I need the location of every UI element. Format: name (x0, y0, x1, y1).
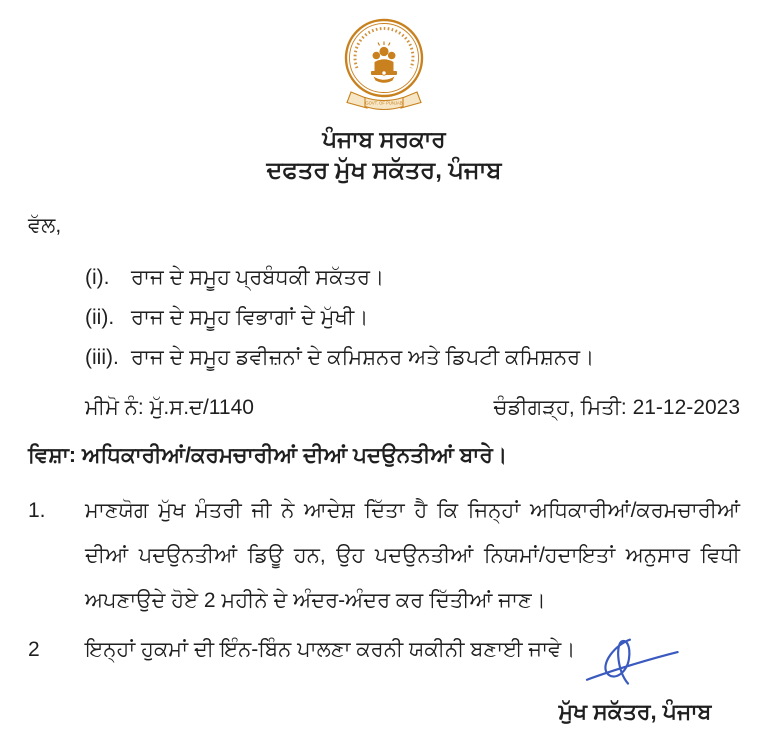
recipient-text: ਰਾਜ ਦੇ ਸਮੂਹ ਡਵੀਜ਼ਨਾਂ ਦੇ ਕਮਿਸ਼ਨਰ ਅਤੇ ਡਿਪਟੀ ਕਮਿਸ਼ਨਰ। (131, 346, 595, 369)
paragraph-text: ਇਨ੍ਹਾਂ ਹੁਕਮਾਂ ਦੀ ਇੰਨ-ਬਿੰਨ ਪਾਲਣਾ ਕਰਨੀ ਯਕੀਨੀ ਬਣਾਈ ਜਾਵੇ। (85, 638, 576, 661)
paragraph-number: 1. (28, 499, 46, 522)
recipient-number: (iii). (85, 346, 119, 369)
punjab-government-seal (334, 14, 434, 114)
subject-line: ਵਿਸ਼ਾ: ਅਧਿਕਾਰੀਆਂ/ਕਰਮਚਾਰੀਆਂ ਦੀਆਂ ਪਦਉਨਤੀਆਂ ਬਾਰੇ। (28, 443, 508, 467)
salutation: ਵੱਲ, (28, 214, 62, 237)
seal-ribbon-banner (347, 92, 421, 110)
recipient-item-3 (28, 338, 740, 378)
recipient-list (28, 258, 740, 378)
recipient-text: ਰਾਜ ਦੇ ਸਮੂਹ ਵਿਭਾਗਾਂ ਦੇ ਮੁੱਖੀ। (131, 306, 369, 329)
ashoka-lion-capital-icon (371, 42, 397, 83)
recipient-number: (ii). (85, 306, 115, 329)
handwritten-signature (568, 633, 688, 695)
place-and-date: ਚੰਡੀਗੜ੍ਹ, ਮਿਤੀ: 21-12-2023 (493, 396, 740, 419)
seal-banner-text: GOVT. OF PUNJAB (365, 100, 403, 106)
paragraph-text: ਮਾਣਯੋਗ ਮੁੱਖ ਮੰਤਰੀ ਜੀ ਨੇ ਆਦੇਸ਼ ਦਿੱਤਾ ਹੈ ਕਿ ਜਿਨ੍ਹਾਂ ਅਧਿਕਾਰੀਆਂ/ਕਰਮਚਾਰੀਆਂ ਦੀਆਂ ਪਦਉਨਤੀਆਂ ਡਿਊ ਹਨ, ਉਹ ਪਦਉਨਤੀਆਂ ਨਿਯਮਾਂ/ਹਦਾਇਤਾਂ ਅਨੁਸਾਰ ਵਿਧੀ ਅਪਣਾਉਦੇ ਹੋਏ 2 ਮਹੀਨੇ ਦੇ ਅੰਦਰ-ਅੰਦਰ ਕਰ ਦਿੱਤੀਆਂ ਜਾਣ। (85, 499, 740, 612)
recipient-number: (i). (85, 266, 110, 289)
memo-row (28, 392, 740, 424)
signatory-title: ਮੁੱਖ ਸਕੱਤਰ, ਪੰਜਾਬ (558, 699, 712, 724)
recipient-item-1 (28, 258, 740, 298)
signature-block (535, 633, 735, 727)
paragraph-number: 2 (28, 638, 40, 661)
recipient-item-2 (28, 298, 740, 338)
office-name: ਦਫਤਰ ਮੁੱਖ ਸਕੱਤਰ, ਪੰਜਾਬ (266, 157, 502, 184)
recipient-text: ਰਾਜ ਦੇ ਸਮੂਹ ਪ੍ਰਬੰਧਕੀ ਸਕੱਤਰ। (131, 266, 385, 289)
government-name: ਪੰਜਾਬ ਸਰਕਾਰ (322, 126, 446, 152)
memo-number: ਮੀਮੋ ਨੰ: ਮੁੱ.ਸ.ਦ/1140 (85, 396, 254, 419)
paragraph-1 (28, 488, 740, 623)
